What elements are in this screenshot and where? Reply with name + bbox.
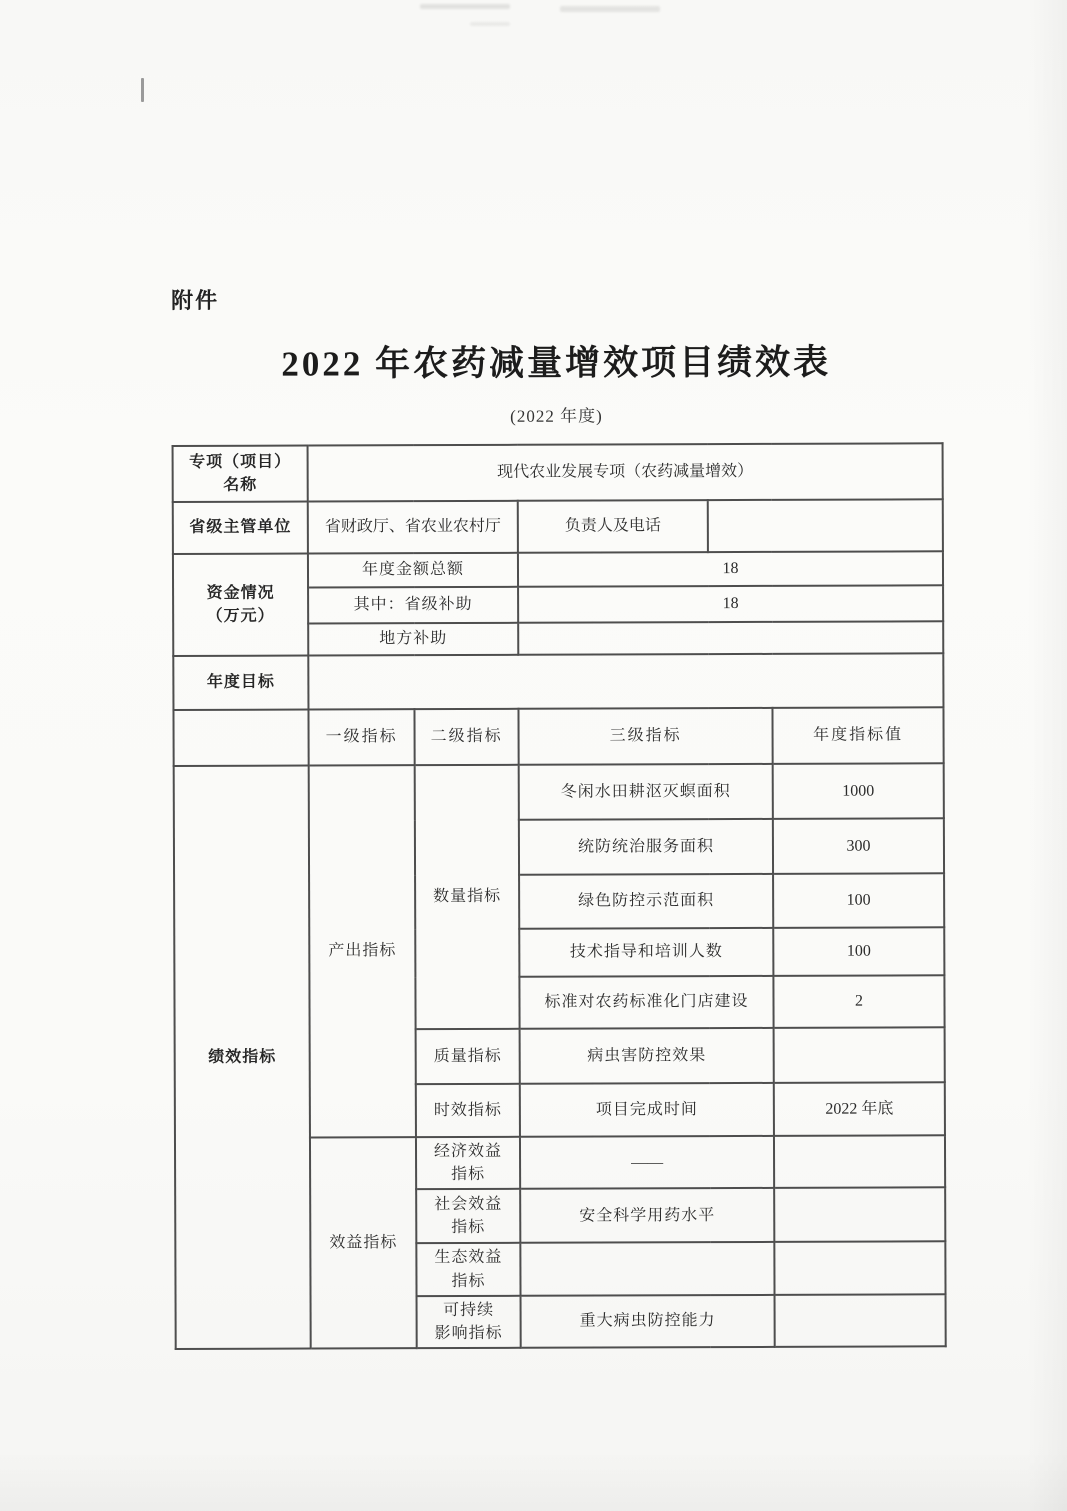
annual-goal-value: [308, 653, 943, 709]
project-name-label: 专项（项目） 名称: [173, 446, 308, 502]
funding-local-value: [518, 621, 943, 654]
indicator-name-cell: ——: [520, 1136, 774, 1189]
scan-bottom-shadow: [0, 1451, 1067, 1511]
timeliness-indicator-label: 时效指标: [416, 1084, 520, 1137]
funding-total-label: 年度金额总额: [308, 553, 518, 588]
document-content: [170, 0, 945, 1350]
page-title: 2022 年农药减量增效项目绩效表: [281, 342, 832, 384]
indicator-value-cell: 300: [773, 818, 944, 874]
annual-goal-label: 年度目标: [173, 656, 308, 710]
header-level3: 三级指标: [518, 708, 772, 765]
indicator-value-cell: [774, 1242, 945, 1295]
indicator-value-cell: [774, 1027, 945, 1083]
funding-local-label: 地方补助: [308, 623, 518, 656]
attachment-label: 附件: [171, 287, 220, 313]
indicator-value-cell: 100: [773, 873, 944, 928]
social-benefit-label: 社会效益 指标: [416, 1189, 520, 1243]
funding-total-value: 18: [518, 551, 943, 586]
indicator-name-cell: [520, 1242, 774, 1295]
quantity-indicator-label: 数量指标: [415, 765, 520, 1029]
header-level2: 二级指标: [414, 709, 518, 765]
funding-provincial-value: 18: [518, 585, 943, 622]
supervisor-value: 省财政厅、省农业农村厅: [308, 501, 518, 554]
header-level1: 一级指标: [308, 709, 414, 765]
ecological-benefit-label: 生态效益 指标: [416, 1243, 520, 1296]
indicator-name-cell: 标准对农药标准化门店建设: [519, 976, 773, 1029]
indicator-name-cell: 病虫害防控效果: [520, 1028, 774, 1084]
indicator-name-cell: 技术指导和培训人数: [519, 928, 773, 977]
contact-label: 负责人及电话: [518, 500, 708, 553]
indicator-value-cell: 1000: [773, 763, 944, 819]
performance-label: 绩效指标: [174, 766, 311, 1350]
indicator-value-cell: 2022 年底: [774, 1082, 945, 1136]
economic-benefit-label: 经济效益 指标: [416, 1137, 520, 1190]
benefit-indicator-label: 效益指标: [310, 1137, 417, 1348]
header-annual-value: 年度指标值: [772, 707, 943, 764]
indicator-value-cell: [774, 1135, 945, 1188]
funding-label: 资金情况 （万元）: [173, 554, 308, 656]
indicator-name-cell: 冬闲水田耕沤灭螟面积: [519, 764, 773, 820]
indicator-name-cell: 统防统治服务面积: [519, 819, 773, 875]
contact-value: [708, 499, 943, 552]
indicator-value-cell: [775, 1294, 946, 1347]
funding-provincial-label: 其中：省级补助: [308, 587, 518, 624]
indicator-name-cell: 重大病虫防控能力: [521, 1295, 775, 1348]
quality-indicator-label: 质量指标: [416, 1029, 520, 1084]
header-corner-cell: [173, 710, 308, 766]
supervisor-label: 省级主管单位: [173, 502, 308, 554]
scan-tick-artifact: [141, 78, 144, 102]
page-subtitle: (2022 年度): [510, 406, 603, 426]
indicator-name-cell: 项目完成时间: [520, 1083, 774, 1137]
output-indicator-label: 产出指标: [309, 765, 416, 1137]
indicator-value-cell: 100: [773, 927, 944, 976]
indicator-value-cell: [774, 1188, 945, 1243]
indicator-name-cell: 安全科学用药水平: [520, 1188, 774, 1243]
scan-edge-shadow: [1027, 0, 1067, 1511]
sustainable-impact-label: 可持续 影响指标: [417, 1296, 521, 1349]
indicator-name-cell: 绿色防控示范面积: [519, 874, 773, 929]
performance-table: [172, 442, 947, 1350]
indicator-value-cell: 2: [773, 975, 944, 1028]
project-name-value: 现代农业发展专项（农药减量增效）: [308, 443, 943, 501]
